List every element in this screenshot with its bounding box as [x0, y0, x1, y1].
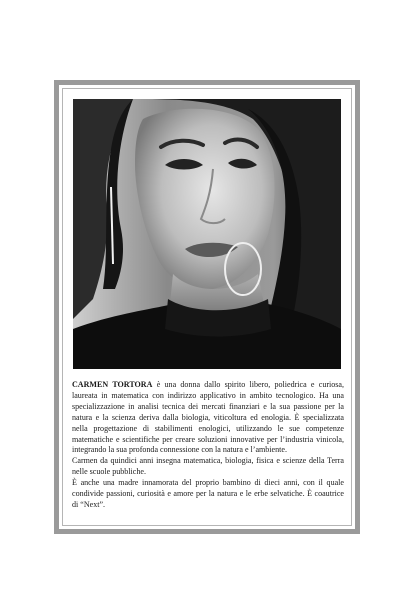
author-portrait-photo [73, 99, 341, 369]
bio-intro-text: è una donna dallo spirito libero, poliedrica e curiosa, laureata in matematica con indirizzo applicativo in ambito tecnologico. Ha una specializzazione in analisi tecnica dei mercati finanziari e la sua passione per la natura e la scienza deriva dalla biologia, viticoltura ed enologia. È specializzata nella progettazione di stabilimenti enologici, utilizzando le sue competenze matematiche e scientifiche per creare soluzioni innovative per l’industria vinicola, integrando la sua profonda connessione con la natura e l’ambiente. [72, 380, 345, 455]
bio-paragraph-intro [72, 380, 344, 456]
bio-paragraph-teaching: Carmen da quindici anni insegna matematica, biologia, fisica e scienze della Terra nelle scuole pubbliche. [72, 456, 344, 477]
author-biography [72, 380, 344, 511]
bio-paragraph-personal: È anche una madre innamorata del proprio bambino di dieci anni, con il quale condivide passioni, curiosità e amore per la natura e le erbe selvatiche. È coautrice di “Next”. [72, 478, 344, 509]
author-name: CARMEN TORTORA [72, 380, 153, 389]
